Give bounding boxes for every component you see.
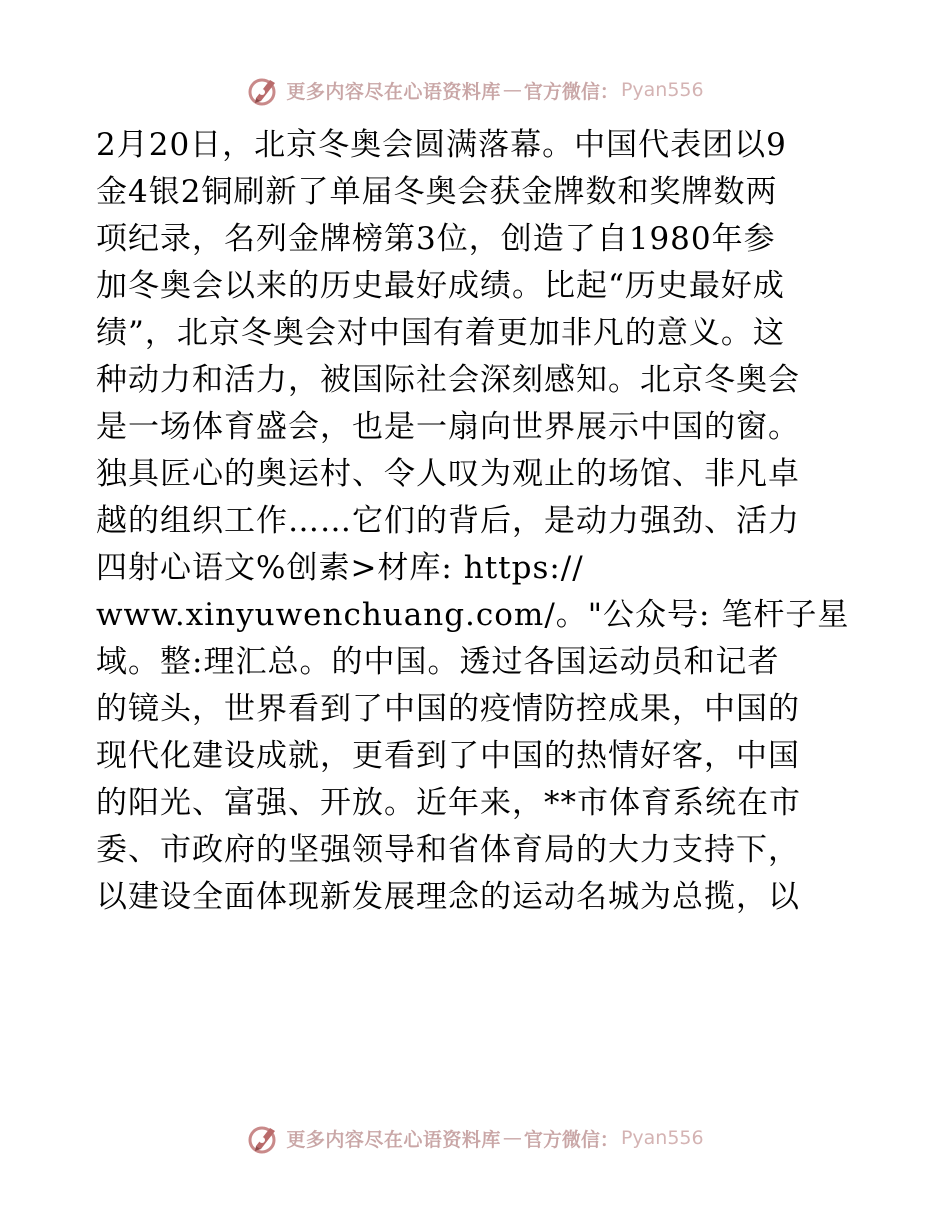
pen-circle-logo-icon	[246, 1120, 282, 1156]
text-line: 2月20日，北京冬奥会圆满落幕。中国代表团以9	[96, 127, 787, 163]
text-line: 加冬奥会以来的历史最好成绩。比起“历史最好成	[96, 268, 785, 304]
text-line: 项纪录，名列金牌榜第3位，创造了自1980年参	[96, 221, 776, 257]
banner-title: 更多内容尽在心语资料库	[286, 80, 501, 103]
wechat-id: Pyan556	[620, 79, 704, 101]
text-line: 是一场体育盛会，也是一扇向世界展示中国的窗。	[96, 409, 800, 445]
banner-separator: —	[502, 79, 522, 101]
text-line: 绩”，北京冬奥会对中国有着更加非凡的意义。这	[96, 315, 785, 351]
text-line: 独具匠心的奥运村、令人叹为观止的场馆、非凡卓	[96, 456, 800, 492]
pen-circle-logo-icon	[246, 72, 282, 108]
article-body	[96, 122, 856, 921]
header-banner	[0, 70, 950, 110]
text-line: 的阳光、富强、开放。近年来，**市体育系统在市	[96, 785, 801, 821]
text-line: 的镜头，世界看到了中国的疫情防控成果，中国的	[96, 691, 800, 727]
text-line: 以建设全面体现新发展理念的运动名城为总揽，以	[96, 879, 800, 915]
footer-banner	[0, 1118, 950, 1158]
text-line: 四射心语文%创素>材库: https://	[96, 550, 584, 586]
text-line: 域。整:理汇总。的中国。透过各国运动员和记者	[96, 644, 780, 680]
wechat-label: 官方微信：	[523, 1128, 619, 1151]
wechat-id: Pyan556	[620, 1127, 704, 1149]
wechat-label: 官方微信：	[523, 80, 619, 103]
text-line: 种动力和活力，被国际社会深刻感知。北京冬奥会	[96, 362, 800, 398]
text-line: www.xinyuwenchuang.com/。"公众号: 笔杆子星	[96, 597, 850, 633]
text-line: 委、市政府的坚强领导和省体育局的大力支持下，	[96, 832, 800, 868]
banner-separator: —	[502, 1127, 522, 1149]
text-line: 现代化建设成就，更看到了中国的热情好客，中国	[96, 738, 800, 774]
banner-title: 更多内容尽在心语资料库	[286, 1128, 501, 1151]
text-line: 越的组织工作……它们的背后，是动力强劲、活力	[96, 503, 800, 539]
text-line: 金4银2铜刷新了单届冬奥会获金牌数和奖牌数两	[96, 174, 778, 210]
